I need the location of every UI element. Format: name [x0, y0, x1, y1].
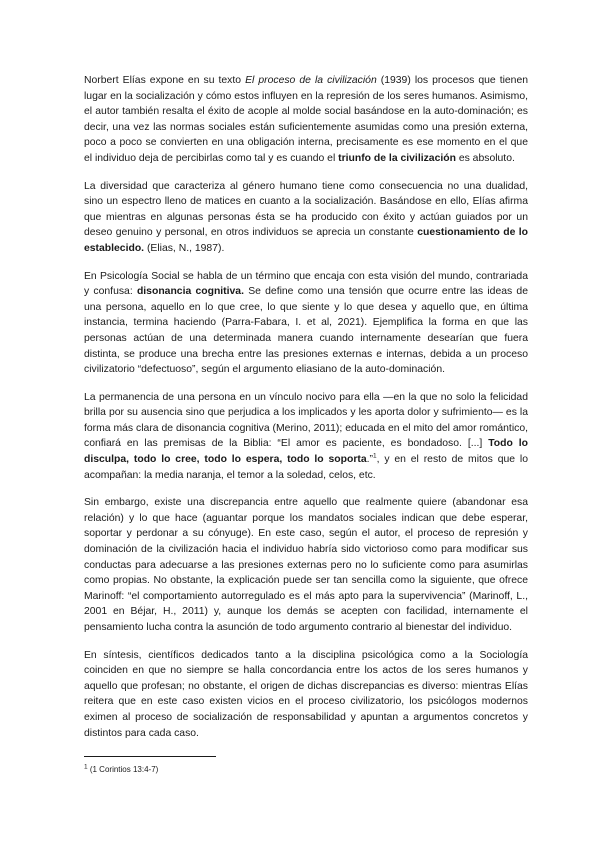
- text-run: , y en el resto de mitos que lo acompañan: la media naranja, el temor a la soledad, celos, etc.: [84, 454, 528, 481]
- text-run: Norbert Elías expone en su texto: [84, 75, 246, 86]
- text-run: En síntesis, científicos dedicados tanto a la disciplina psicológica como a la Sociología coinciden en que no siempre se halla concordancia entre los actos de los seres humanos y aquello que profesan; no obstante, el origen de dichas discrepancias es diverso: mientras Elías reitera que en este caso existen vicios en el proceso civilizatorio, los psicólogos modernos eximen al proceso de socialización de responsabilidad y apuntan a argumentos concretos y distintos para cada caso.: [84, 649, 528, 739]
- paragraph: [84, 495, 528, 635]
- text-run: .”: [366, 454, 373, 466]
- text-run: En Psicología Social se habla de un término que encaja con esta visión del mundo, contrariada y confusa:: [84, 270, 528, 298]
- footnote: [84, 764, 158, 775]
- paragraph: [84, 390, 528, 484]
- text-run: Se define como una tensión que ocurre entre las ideas de una persona, aquello en lo que cree, lo que siente y lo que desea y aquello que, en última instancia, termina haciendo (Parra-Fabara, I. et al, 2021). Ejemplifica la forma en que las personas actúan de una determinada manera cuando internamente desearían que fuera distinta, se produce una brecha entre las presiones externas e internas, debida a un proceso civilizatorio “defectuoso”, según el argumento eliasiano de la auto-dominación.: [84, 286, 528, 376]
- footnote-text: (1 Corintios 13:4-7): [87, 765, 159, 774]
- body-text: [84, 73, 528, 753]
- bold-run: disonancia cognitiva.: [136, 286, 244, 298]
- footnote-marker: 1: [84, 763, 88, 771]
- paragraph: [84, 648, 528, 742]
- paragraph: [84, 179, 528, 257]
- bold-run: Todo lo disculpa, todo lo cree, todo lo espera, todo lo soporta: [84, 438, 528, 466]
- footnote-reference: 1: [372, 452, 377, 460]
- text-run: es absoluto.: [455, 152, 515, 164]
- paragraph: [84, 269, 528, 378]
- text-run: (Elias, N., 1987).: [144, 242, 225, 254]
- text-run: La diversidad que caracteriza al género humano tiene como consecuencia no una dualidad, sino un espectro lleno de matices en cuanto a la socialización. Basándose en ello, Elías afirma que mientras en algunas personas ésta se ha producido con éxito y actúan guiados por un deseo genuino y personal, en otros individuos se aprecia un constante: [84, 180, 528, 239]
- italic-run: El proceso de la civilización: [245, 75, 377, 86]
- bold-run: cuestionamiento de lo establecido.: [84, 227, 528, 254]
- text-run: La permanencia de una persona en un vínculo nocivo para ella —en la que no solo la felicidad brilla por su ausencia sino que perjudica a los implicados y les aporta dolor y sufrimiento— es la forma más clara de disonancia cognitiva (Merino, 2011); educada en el mito del amor romántico, confiará en las premisas de la Biblia: “El amor es paciente, es bondadoso. [...]: [84, 391, 528, 450]
- bold-run: triunfo de la civilización: [338, 152, 456, 164]
- text-run: Sin embargo, existe una discrepancia entre aquello que realmente quiere (abandonar esa relación) y lo que hace (aguantar porque los mandatos sociales indican que debe esperar, soportar y perdonar a su cónyuge). En este caso, según el autor, el proceso de represión y dominación de la civilización hacia el individuo habría sido victorioso como para modificar sus conductas para adecuarse a las presiones externas pero no lo suficiente como para asumirlas como propias. No obstante, la explicación puede ser tan sencilla como la siguiente, que ofrece Marinoff: “el comportamiento autorregulado es el más apto para la supervivencia” (Marinoff, L., 2001 en Béjar, H., 2011) y, aunque los demás se acepten con facilidad, internamente el pensamiento lucha contra la asunción de todo argumento contrario al bienestar del individuo.: [84, 497, 528, 633]
- footnote-separator: [84, 756, 216, 757]
- paragraph: [84, 73, 528, 167]
- text-run: (1939) los procesos que tienen lugar en la socialización y cómo estos influyen en la represión de los seres humanos. Asimismo, el autor también resalta el éxito de acople al molde social basándose en la auto-dominación; es decir, una vez las normas sociales están suficientemente asumidas como una presión externa, poco a poco se convierten en una obligación interna, precisamente es ese momento en el que el individuo deja de percibirlas como tal y es cuando el: [84, 75, 529, 164]
